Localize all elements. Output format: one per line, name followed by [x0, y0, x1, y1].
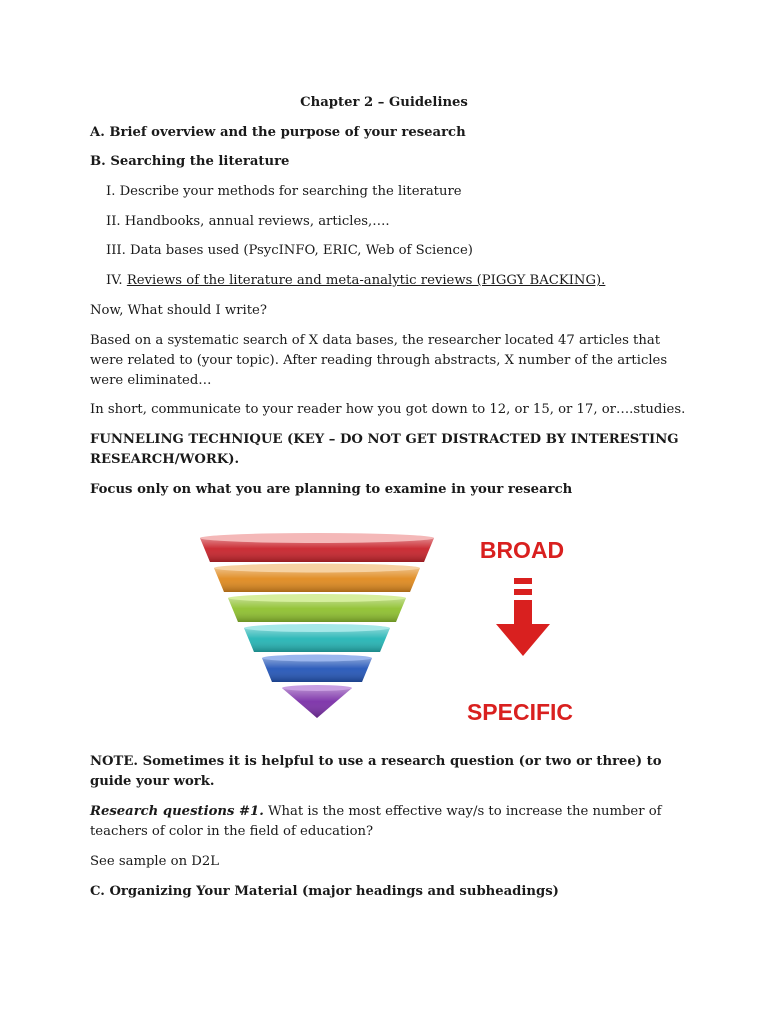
- paragraph-search: Based on a systematic search of X data bases, the researcher located 47 articles that were related to (your topic). After reading through abstracts, X number of the articles were eliminated…: [90, 333, 668, 388]
- funnel-layer-specific: [282, 685, 352, 718]
- funnel-layer-2: [214, 564, 420, 593]
- funnel-diagram: [152, 512, 618, 740]
- list-item-iv: [106, 271, 696, 291]
- section-c-heading: C. Organizing Your Material (major headings and subheadings): [90, 884, 559, 899]
- specific-label: SPECIFIC: [466, 699, 574, 725]
- funnel-layer-4: [244, 624, 390, 652]
- funnel-figure: [152, 512, 618, 740]
- down-arrow-icon: [496, 578, 550, 656]
- research-question-text: What is the most effective way/s to increase the number of teachers of color in the field of education?: [90, 804, 662, 839]
- funnel-layer-broad: [200, 533, 434, 562]
- focus-text: Focus only on what you are planning to examine in your research: [90, 482, 573, 497]
- research-question-label: Research questions #1.: [90, 804, 264, 819]
- page-title: Chapter 2 – Guidelines: [300, 95, 468, 110]
- list-item: I. Describe your methods for searching the literature: [106, 184, 462, 199]
- section-a-heading: A. Brief overview and the purpose of your research: [90, 125, 466, 140]
- research-question: [90, 802, 680, 842]
- paragraph-summary: In short, communicate to your reader how you got down to 12, or 15, or 17, or….studies.: [90, 402, 686, 417]
- funnel-layer-5: [262, 655, 372, 683]
- question-text: Now, What should I write?: [90, 303, 267, 318]
- list-item-prefix: IV.: [106, 273, 127, 288]
- section-b-heading: B. Searching the literature: [90, 154, 290, 169]
- list-item: III. Data bases used (PsycINFO, ERIC, Web of Science): [106, 243, 473, 258]
- list-item: II. Handbooks, annual reviews, articles,….: [106, 214, 390, 229]
- sample-link-text: See sample on D2L: [90, 854, 219, 869]
- broad-label: BROAD: [479, 537, 565, 563]
- piggy-backing-link[interactable]: Reviews of the literature and meta-analytic reviews (PIGGY BACKING).: [126, 273, 606, 288]
- funneling-note: FUNNELING TECHNIQUE (KEY – DO NOT GET DISTRACTED BY INTERESTING RESEARCH/WORK).: [90, 432, 679, 467]
- funnel-layer-3: [228, 594, 406, 622]
- note-text: NOTE. Sometimes it is helpful to use a research question (or two or three) to guide your work.: [90, 754, 662, 789]
- funnel-icon: [200, 533, 434, 718]
